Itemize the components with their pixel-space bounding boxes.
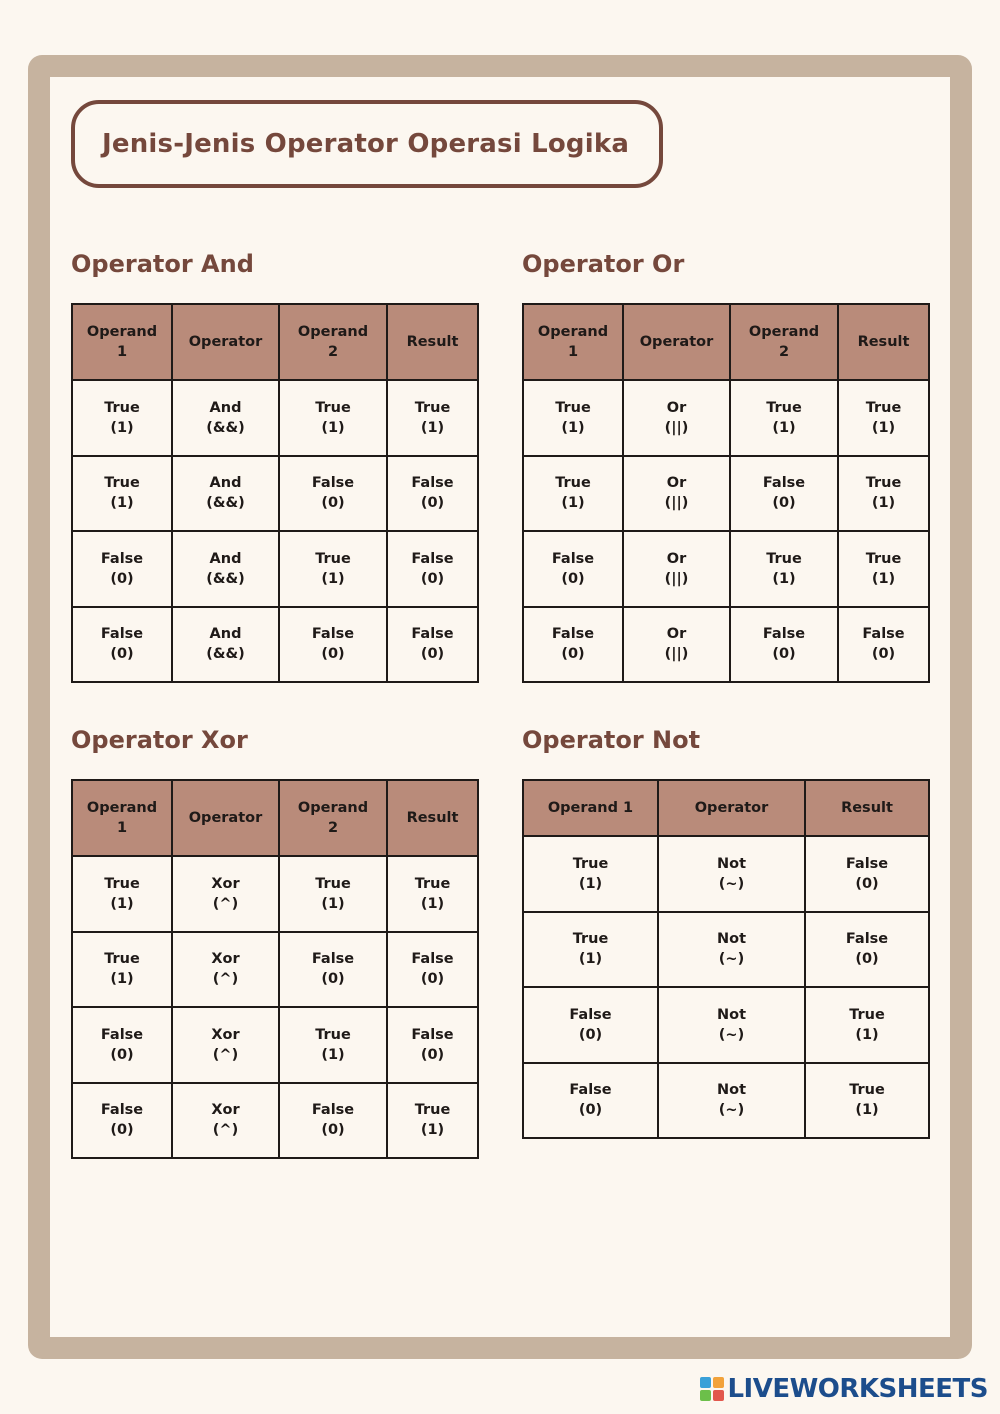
column-header	[838, 304, 929, 380]
cell-value: False	[845, 855, 889, 872]
header-row	[72, 780, 478, 856]
table-row	[523, 836, 929, 912]
cell-value: And	[209, 399, 242, 416]
cell-value: False	[100, 550, 144, 567]
cell-symbol: (1)	[855, 1102, 879, 1119]
cell-symbol: (1)	[871, 495, 896, 512]
cell-value: True	[865, 399, 902, 416]
table-cell	[623, 531, 730, 607]
table-cell	[279, 856, 387, 932]
table-cell	[523, 1063, 658, 1139]
cell-value: False	[411, 550, 454, 567]
cell-symbol: (0)	[871, 646, 896, 663]
table-cell	[838, 531, 929, 607]
cell-symbol: (0)	[420, 495, 445, 512]
cell-value: False	[411, 1026, 454, 1043]
cell-symbol: (0)	[110, 570, 134, 587]
cell-symbol: (0)	[321, 495, 345, 512]
table-cell	[279, 932, 387, 1008]
cell-value: True	[315, 550, 351, 567]
column-header-label: Operand	[297, 800, 369, 816]
table-cell	[72, 1083, 172, 1159]
table-cell	[805, 836, 929, 912]
column-header-label: Operand	[297, 324, 369, 340]
cell-symbol: (&&)	[206, 419, 245, 436]
table-cell	[730, 380, 838, 456]
cell-symbol: (0)	[855, 951, 879, 968]
cell-symbol: (0)	[110, 1122, 134, 1139]
table-cell	[523, 531, 623, 607]
table-cell	[387, 380, 478, 456]
table-cell	[387, 456, 478, 532]
cell-value: True	[315, 1026, 351, 1043]
table-row	[72, 607, 478, 683]
table-cell	[387, 531, 478, 607]
table-row	[523, 380, 929, 456]
liveworksheets-logo	[700, 1374, 988, 1404]
table-cell	[72, 932, 172, 1008]
cell-symbol: (&&)	[206, 646, 245, 663]
table-cell	[730, 456, 838, 532]
column-header	[730, 304, 838, 380]
column-header	[279, 780, 387, 856]
cell-symbol: (&&)	[206, 570, 245, 587]
table-cell	[658, 987, 805, 1063]
table-row	[523, 912, 929, 988]
column-header-sub: 1	[567, 344, 579, 360]
column-header	[805, 780, 929, 836]
header-row	[523, 304, 929, 380]
column-header-label: Result	[406, 810, 459, 826]
table-cell	[623, 380, 730, 456]
cell-value: Or	[666, 399, 687, 416]
column-header-sub: 2	[327, 820, 339, 836]
table-cell	[730, 607, 838, 683]
table-operator-not	[522, 779, 930, 1139]
table-cell	[279, 456, 387, 532]
table-cell	[387, 1083, 478, 1159]
table-operator-or	[522, 303, 930, 683]
cell-value: True	[315, 875, 351, 892]
cell-symbol: (&&)	[206, 495, 245, 512]
cell-symbol: (1)	[871, 419, 896, 436]
cell-symbol: (0)	[578, 1026, 603, 1043]
cell-value: Not	[716, 1082, 747, 1099]
cell-value: False	[100, 1102, 144, 1119]
column-header-label: Operand	[86, 800, 158, 816]
table-row	[523, 1063, 929, 1139]
cell-symbol: (1)	[321, 570, 345, 587]
cell-value: False	[762, 475, 806, 492]
table-cell	[623, 607, 730, 683]
table-row	[523, 456, 929, 532]
cell-value: False	[569, 1006, 612, 1023]
table-row	[523, 531, 929, 607]
table-cell	[279, 380, 387, 456]
cell-value: False	[762, 626, 806, 643]
table-cell	[172, 531, 279, 607]
cell-value: False	[569, 1082, 612, 1099]
table-operator-and	[71, 303, 479, 683]
cell-value: And	[209, 550, 242, 567]
table-row	[72, 456, 478, 532]
table-row	[523, 607, 929, 683]
column-header-label: Result	[841, 800, 893, 816]
cell-value: True	[104, 875, 140, 892]
cell-value: Or	[666, 626, 687, 643]
table-row	[72, 856, 478, 932]
column-header-label: Operator	[188, 334, 263, 350]
cell-value: Not	[716, 855, 747, 872]
cell-value: True	[572, 931, 609, 948]
table-row	[72, 932, 478, 1008]
table-cell	[730, 531, 838, 607]
cell-value: Or	[666, 550, 687, 567]
column-header	[387, 304, 478, 380]
table-operator-xor	[71, 779, 479, 1159]
heading-operator-and: Operator And	[71, 250, 254, 278]
column-header-sub: 2	[327, 344, 339, 360]
cell-symbol: (^)	[212, 1122, 239, 1139]
table-cell	[805, 912, 929, 988]
cell-value: True	[766, 550, 802, 567]
cell-symbol: (0)	[561, 570, 585, 587]
cell-symbol: (1)	[420, 1122, 445, 1139]
table-cell	[838, 380, 929, 456]
table-cell	[387, 856, 478, 932]
liveworksheets-logo-text: LIVEWORKSHEETS	[727, 1374, 988, 1404]
cell-value: False	[100, 626, 144, 643]
header-row	[72, 304, 478, 380]
cell-symbol: (0)	[110, 646, 134, 663]
cell-symbol: (||)	[664, 419, 689, 436]
table-cell	[523, 380, 623, 456]
cell-value: True	[865, 475, 902, 492]
cell-value: True	[555, 399, 591, 416]
cell-value: True	[315, 399, 351, 416]
column-header-sub: 1	[116, 344, 128, 360]
table-cell	[172, 380, 279, 456]
cell-symbol: (0)	[578, 1102, 603, 1119]
cell-value: Xor	[211, 951, 240, 968]
cell-value: False	[862, 626, 905, 643]
cell-value: True	[414, 399, 451, 416]
cell-symbol: (1)	[871, 570, 896, 587]
table-cell	[72, 1007, 172, 1083]
cell-value: False	[311, 475, 355, 492]
table-row	[72, 1083, 478, 1159]
cell-symbol: (~)	[718, 1102, 745, 1119]
column-header-label: Operand	[86, 324, 158, 340]
cell-value: False	[311, 951, 355, 968]
heading-operator-not: Operator Not	[522, 726, 701, 754]
cell-value: False	[311, 626, 355, 643]
column-header-label: Operand	[537, 324, 609, 340]
cell-value: True	[104, 475, 140, 492]
column-header	[172, 780, 279, 856]
table-cell	[658, 1063, 805, 1139]
column-header	[387, 780, 478, 856]
cell-symbol: (1)	[420, 419, 445, 436]
cell-value: True	[849, 1006, 885, 1023]
cell-symbol: (1)	[578, 875, 603, 892]
column-header-label: Operator	[639, 334, 714, 350]
liveworksheets-logo-icon	[700, 1377, 724, 1401]
cell-symbol: (1)	[110, 895, 134, 912]
column-header	[523, 780, 658, 836]
column-header	[623, 304, 730, 380]
cell-value: False	[411, 951, 454, 968]
column-header	[172, 304, 279, 380]
column-header-sub: 2	[778, 344, 790, 360]
cell-symbol: (1)	[321, 1046, 345, 1063]
table-cell	[279, 531, 387, 607]
cell-symbol: (1)	[772, 570, 796, 587]
table-cell	[72, 856, 172, 932]
cell-symbol: (0)	[420, 971, 445, 988]
title-box	[71, 100, 663, 188]
column-header	[279, 304, 387, 380]
table-row	[72, 380, 478, 456]
cell-symbol: (||)	[664, 646, 689, 663]
cell-symbol: (0)	[321, 646, 345, 663]
table-cell	[279, 1007, 387, 1083]
heading-operator-xor: Operator Xor	[71, 726, 248, 754]
table-cell	[387, 932, 478, 1008]
cell-value: Not	[716, 931, 747, 948]
cell-symbol: (0)	[420, 1046, 445, 1063]
cell-value: False	[551, 550, 595, 567]
table-cell	[523, 987, 658, 1063]
cell-symbol: (0)	[110, 1046, 134, 1063]
cell-symbol: (1)	[110, 495, 134, 512]
cell-value: True	[865, 550, 902, 567]
header-row	[523, 780, 929, 836]
column-header-label: Operand 1	[547, 800, 634, 816]
table-cell	[523, 607, 623, 683]
cell-value: Xor	[211, 1102, 240, 1119]
cell-value: And	[209, 626, 242, 643]
table-cell	[805, 1063, 929, 1139]
cell-symbol: (0)	[855, 875, 879, 892]
cell-value: False	[311, 1102, 355, 1119]
table-cell	[523, 456, 623, 532]
table-cell	[523, 836, 658, 912]
table-row	[72, 1007, 478, 1083]
column-header-label: Operator	[188, 810, 263, 826]
cell-value: And	[209, 475, 242, 492]
cell-value: True	[414, 1102, 451, 1119]
table-cell	[387, 607, 478, 683]
cell-symbol: (~)	[718, 875, 745, 892]
cell-symbol: (1)	[110, 971, 134, 988]
cell-symbol: (1)	[561, 495, 585, 512]
column-header-label: Result	[406, 334, 459, 350]
table-cell	[838, 456, 929, 532]
cell-value: Xor	[211, 875, 240, 892]
column-header-sub: 1	[116, 820, 128, 836]
table-cell	[172, 607, 279, 683]
cell-symbol: (~)	[718, 951, 745, 968]
cell-symbol: (0)	[772, 495, 796, 512]
table-cell	[838, 607, 929, 683]
cell-value: True	[104, 399, 140, 416]
column-header	[523, 304, 623, 380]
table-cell	[805, 987, 929, 1063]
cell-symbol: (^)	[212, 971, 239, 988]
table-cell	[387, 1007, 478, 1083]
table-cell	[279, 607, 387, 683]
cell-symbol: (^)	[212, 895, 239, 912]
cell-symbol: (1)	[110, 419, 134, 436]
column-header-label: Result	[857, 334, 910, 350]
cell-value: Or	[666, 475, 687, 492]
column-header	[72, 780, 172, 856]
cell-value: False	[845, 931, 889, 948]
table-cell	[172, 456, 279, 532]
cell-symbol: (||)	[664, 570, 689, 587]
cell-value: Not	[716, 1006, 747, 1023]
table-cell	[72, 607, 172, 683]
column-header-label: Operator	[694, 800, 769, 816]
table-cell	[172, 1083, 279, 1159]
cell-value: Xor	[211, 1026, 240, 1043]
column-header-label: Operand	[748, 324, 820, 340]
table-cell	[72, 456, 172, 532]
cell-symbol: (1)	[321, 895, 345, 912]
table-cell	[172, 932, 279, 1008]
cell-symbol: (1)	[420, 895, 445, 912]
table-row	[523, 987, 929, 1063]
column-header	[72, 304, 172, 380]
cell-symbol: (0)	[420, 570, 445, 587]
cell-symbol: (0)	[420, 646, 445, 663]
table-cell	[72, 531, 172, 607]
cell-symbol: (^)	[212, 1046, 239, 1063]
table-cell	[658, 912, 805, 988]
cell-symbol: (1)	[321, 419, 345, 436]
cell-symbol: (0)	[772, 646, 796, 663]
table-cell	[72, 380, 172, 456]
table-cell	[172, 1007, 279, 1083]
table-cell	[279, 1083, 387, 1159]
cell-value: True	[849, 1082, 885, 1099]
cell-value: True	[766, 399, 802, 416]
cell-value: True	[572, 855, 609, 872]
cell-symbol: (0)	[321, 971, 345, 988]
cell-symbol: (||)	[664, 495, 689, 512]
cell-value: False	[551, 626, 595, 643]
table-cell	[623, 456, 730, 532]
cell-symbol: (1)	[855, 1026, 879, 1043]
heading-operator-or: Operator Or	[522, 250, 685, 278]
cell-symbol: (0)	[561, 646, 585, 663]
table-cell	[658, 836, 805, 912]
cell-symbol: (1)	[561, 419, 585, 436]
cell-value: True	[414, 875, 451, 892]
cell-symbol: (1)	[772, 419, 796, 436]
column-header	[658, 780, 805, 836]
cell-value: False	[100, 1026, 144, 1043]
cell-value: False	[411, 626, 454, 643]
table-cell	[172, 856, 279, 932]
cell-symbol: (~)	[718, 1026, 745, 1043]
cell-value: True	[555, 475, 591, 492]
cell-symbol: (1)	[578, 951, 603, 968]
table-row	[72, 531, 478, 607]
cell-value: False	[411, 475, 454, 492]
cell-symbol: (0)	[321, 1122, 345, 1139]
page-title: Jenis-Jenis Operator Operasi Logika	[102, 129, 630, 159]
table-cell	[523, 912, 658, 988]
cell-value: True	[104, 951, 140, 968]
